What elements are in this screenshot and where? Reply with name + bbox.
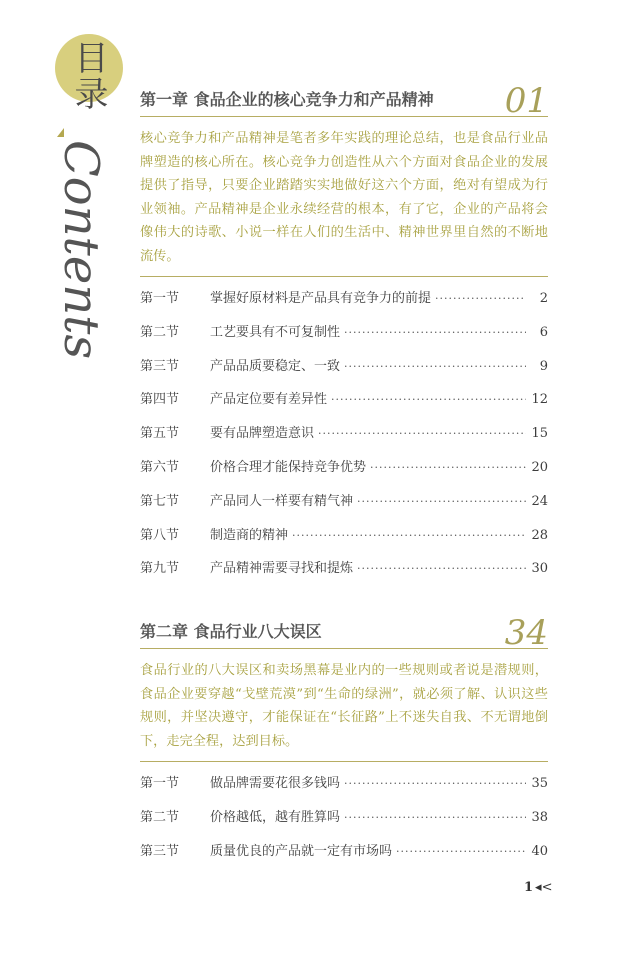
dot-leader xyxy=(344,360,526,373)
section-list xyxy=(140,287,548,591)
section-page: 38 xyxy=(531,809,548,825)
section-number: 第七节 xyxy=(140,493,180,509)
section-title: 产品同人一样要有精气神 xyxy=(210,493,354,509)
section-row[interactable] xyxy=(140,557,548,591)
section-row[interactable] xyxy=(140,355,548,389)
chapter-intro: 核心竞争力和产品精神是笔者多年实践的理论总结，也是食品行业品牌塑造的核心所在。核心竞争力创造性从六个方面对食品企业的发展提供了指导，只要企业踏踏实实地做好这六个方面，绝对有望成为行业领袖。产品精神是企业永续经营的根本，有了它，企业的产品将会像伟大的诗歌、小说一样在人们的生活中、精神世界里自然的不断地流传。 xyxy=(140,127,548,277)
section-page: 2 xyxy=(539,291,548,306)
section-row[interactable] xyxy=(140,456,548,490)
chapter-page-number: 34 xyxy=(504,613,548,653)
section-row[interactable] xyxy=(140,806,548,840)
section-page: 30 xyxy=(531,561,548,577)
dot-leader xyxy=(435,292,526,305)
page-folio xyxy=(524,880,552,895)
dot-leader xyxy=(370,461,526,474)
dot-leader xyxy=(396,845,526,858)
chapter-title: 第二章 食品行业八大误区 xyxy=(140,622,322,641)
section-page: 35 xyxy=(531,776,548,791)
section-number: 第四节 xyxy=(140,392,180,408)
toc-title: 目录 xyxy=(68,40,108,112)
section-page: 12 xyxy=(531,392,548,408)
section-row[interactable] xyxy=(140,287,548,321)
section-page: 6 xyxy=(539,324,548,340)
section-number: 第一节 xyxy=(140,776,180,791)
section-number: 第一节 xyxy=(140,291,180,306)
section-title: 产品精神需要寻找和提炼 xyxy=(210,561,354,577)
section-title: 质量优良的产品就一定有市场吗 xyxy=(210,843,393,859)
section-number: 第六节 xyxy=(140,459,180,475)
section-number: 第三节 xyxy=(140,843,180,859)
section-page: 20 xyxy=(531,459,548,475)
arrow-mark-icon: ◂< xyxy=(535,880,553,895)
section-row[interactable] xyxy=(140,321,548,355)
contents-heading: Contents xyxy=(53,140,109,360)
section-row[interactable] xyxy=(140,388,548,422)
section-number: 第二节 xyxy=(140,324,180,340)
section-row[interactable] xyxy=(140,772,548,806)
dot-leader xyxy=(318,427,526,440)
section-row[interactable] xyxy=(140,524,548,558)
section-number: 第二节 xyxy=(140,809,180,825)
section-page: 15 xyxy=(531,426,548,442)
chapter-title: 第一章 食品企业的核心竞争力和产品精神 xyxy=(140,90,434,109)
chapter-header xyxy=(140,612,548,653)
dot-leader xyxy=(292,529,526,542)
section-title: 价格越低，越有胜算吗 xyxy=(210,809,341,825)
section-title: 产品品质要稳定、一致 xyxy=(210,358,341,374)
section-number: 第三节 xyxy=(140,358,180,374)
dot-leader xyxy=(357,495,526,508)
section-row[interactable] xyxy=(140,422,548,456)
section-title: 价格合理才能保持竞争优势 xyxy=(210,459,367,475)
chapter-page-number: 01 xyxy=(504,81,548,121)
chapter-header xyxy=(140,80,548,121)
section-page: 9 xyxy=(539,358,548,374)
section-list xyxy=(140,772,548,873)
chapter-2 xyxy=(140,612,548,873)
section-page: 28 xyxy=(531,527,548,543)
section-title: 做品牌需要花很多钱吗 xyxy=(210,776,341,791)
dot-leader xyxy=(344,326,526,339)
chapter-1 xyxy=(140,80,548,591)
section-title: 工艺要具有不可复制性 xyxy=(210,324,341,340)
section-row[interactable] xyxy=(140,840,548,874)
section-page: 40 xyxy=(531,843,548,859)
section-title: 要有品牌塑造意识 xyxy=(210,426,315,442)
section-row[interactable] xyxy=(140,490,548,524)
section-page: 24 xyxy=(531,493,548,509)
section-number: 第八节 xyxy=(140,527,180,543)
folio-number: 1 xyxy=(524,880,534,895)
section-title: 掌握好原材料是产品具有竞争力的前提 xyxy=(210,291,432,306)
dot-leader xyxy=(344,777,526,790)
section-title: 产品定位要有差异性 xyxy=(210,392,328,408)
section-title: 制造商的精神 xyxy=(210,527,289,543)
dot-leader xyxy=(331,393,526,406)
chapter-intro: 食品行业的八大误区和卖场黑幕是业内的一些规则或者说是潜规则，食品企业要穿越“戈壁荒漠”到“生命的绿洲”，就必须了解、认识这些规则，并坚决遵守，才能保证在“长征路”上不迷失自我、不无谓地倒下，走完全程，达到目标。 xyxy=(140,659,548,762)
section-number: 第九节 xyxy=(140,561,180,577)
triangle-marker-icon xyxy=(57,128,64,137)
section-number: 第五节 xyxy=(140,426,180,442)
dot-leader xyxy=(344,811,526,824)
dot-leader xyxy=(357,562,526,575)
